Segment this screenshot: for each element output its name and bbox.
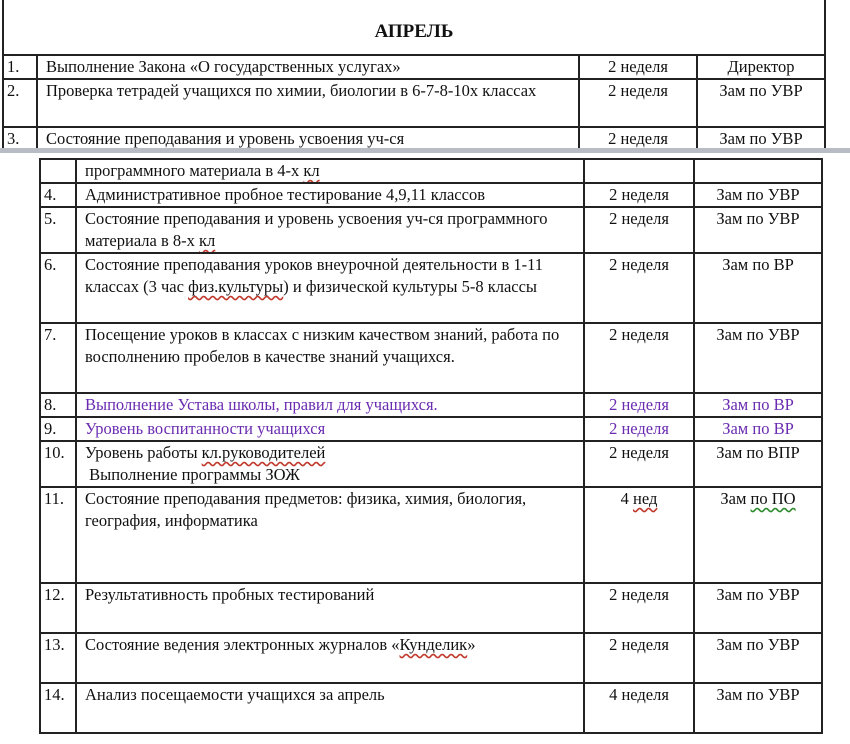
row-text: программного материала в 4-х кл [76, 159, 584, 183]
row-week: 2 неделя [579, 55, 697, 79]
row-week: 2 неделя [584, 323, 694, 393]
row-number: 3. [3, 127, 37, 151]
row-text: Состояние преподавания и уровень усвоения уч-ся программного материала в 8-х кл [76, 207, 584, 253]
row-number: 8. [40, 393, 76, 417]
row-week: 2 неделя [584, 441, 694, 487]
table-row [40, 487, 822, 583]
row-responsible: Зам по УВР [697, 79, 825, 127]
row-number: 13. [40, 633, 76, 683]
row-week [584, 159, 694, 183]
row-number: 1. [3, 55, 37, 79]
table-row [40, 583, 822, 633]
table-row [40, 393, 822, 417]
table-row [3, 79, 825, 127]
row-week: 2 неделя [584, 253, 694, 323]
row-number: 5. [40, 207, 76, 253]
row-week: 2 неделя [584, 583, 694, 633]
row-week: 2 неделя [584, 183, 694, 207]
row-number: 11. [40, 487, 76, 583]
row-week: 4 нед [584, 487, 694, 583]
top-table [2, 0, 826, 152]
row-number: 10. [40, 441, 76, 487]
row-number: 7. [40, 323, 76, 393]
table-row [40, 323, 822, 393]
row-responsible: Директор [697, 55, 825, 79]
row-text: Уровень работы кл.руководителей Выполнение программы ЗОЖ [76, 441, 584, 487]
row-text: Состояние преподавания и уровень усвоения уч-ся [37, 127, 579, 151]
table-row [40, 159, 822, 183]
page-break [0, 148, 850, 153]
row-text: Проверка тетрадей учащихся по химии, биологии в 6-7-8-10х классах [37, 79, 579, 127]
row-responsible: Зам по ПО [694, 487, 822, 583]
table-row [40, 417, 822, 441]
table-row [40, 207, 822, 253]
row-text: Анализ посещаемости учащихся за апрель [76, 683, 584, 733]
row-number [40, 159, 76, 183]
row-responsible: Зам по ВР [694, 417, 822, 441]
row-responsible: Зам по ВПР [694, 441, 822, 487]
row-responsible: Зам по УВР [694, 633, 822, 683]
row-week: 2 неделя [579, 79, 697, 127]
row-week: 4 неделя [584, 683, 694, 733]
month-title: АПРЕЛЬ [3, 0, 825, 55]
table-row [40, 683, 822, 733]
row-responsible [694, 159, 822, 183]
row-responsible: Зам по УВР [694, 683, 822, 733]
row-text: Состояние преподавания уроков внеурочной деятельности в 1-11 классах (3 час физ.культуры) и физической культуры 5-8 классы [76, 253, 584, 323]
row-week: 2 неделя [584, 207, 694, 253]
row-number: 9. [40, 417, 76, 441]
row-text: Посещение уроков в классах с низким качеством знаний, работа по восполнению пробелов в качестве знаний учащихся. [76, 323, 584, 393]
table-row [40, 441, 822, 487]
row-responsible: Зам по ВР [694, 393, 822, 417]
table-row [40, 253, 822, 323]
row-number: 12. [40, 583, 76, 633]
row-text: Выполнение Закона «О государственных услугах» [37, 55, 579, 79]
row-responsible: Зам по УВР [694, 207, 822, 253]
row-week: 2 неделя [584, 633, 694, 683]
main-table [39, 158, 823, 734]
row-text: Результативность пробных тестирований [76, 583, 584, 633]
row-responsible: Зам по ВР [694, 253, 822, 323]
table-row [3, 55, 825, 79]
table-row [40, 633, 822, 683]
row-number: 2. [3, 79, 37, 127]
row-responsible: Зам по УВР [694, 323, 822, 393]
row-text: Административное пробное тестирование 4,9,11 классов [76, 183, 584, 207]
row-week: 2 неделя [584, 417, 694, 441]
row-number: 14. [40, 683, 76, 733]
table-row [40, 183, 822, 207]
row-number: 6. [40, 253, 76, 323]
row-week: 2 неделя [584, 393, 694, 417]
row-number: 4. [40, 183, 76, 207]
row-responsible: Зам по УВР [697, 127, 825, 151]
row-week: 2 неделя [579, 127, 697, 151]
row-text: Выполнение Устава школы, правил для учащихся. [76, 393, 584, 417]
row-responsible: Зам по УВР [694, 583, 822, 633]
row-text: Состояние преподавания предметов: физика, химия, биология, география, информатика [76, 487, 584, 583]
row-responsible: Зам по УВР [694, 183, 822, 207]
row-text: Состояние ведения электронных журналов «Кунделик» [76, 633, 584, 683]
row-text: Уровень воспитанности учащихся [76, 417, 584, 441]
